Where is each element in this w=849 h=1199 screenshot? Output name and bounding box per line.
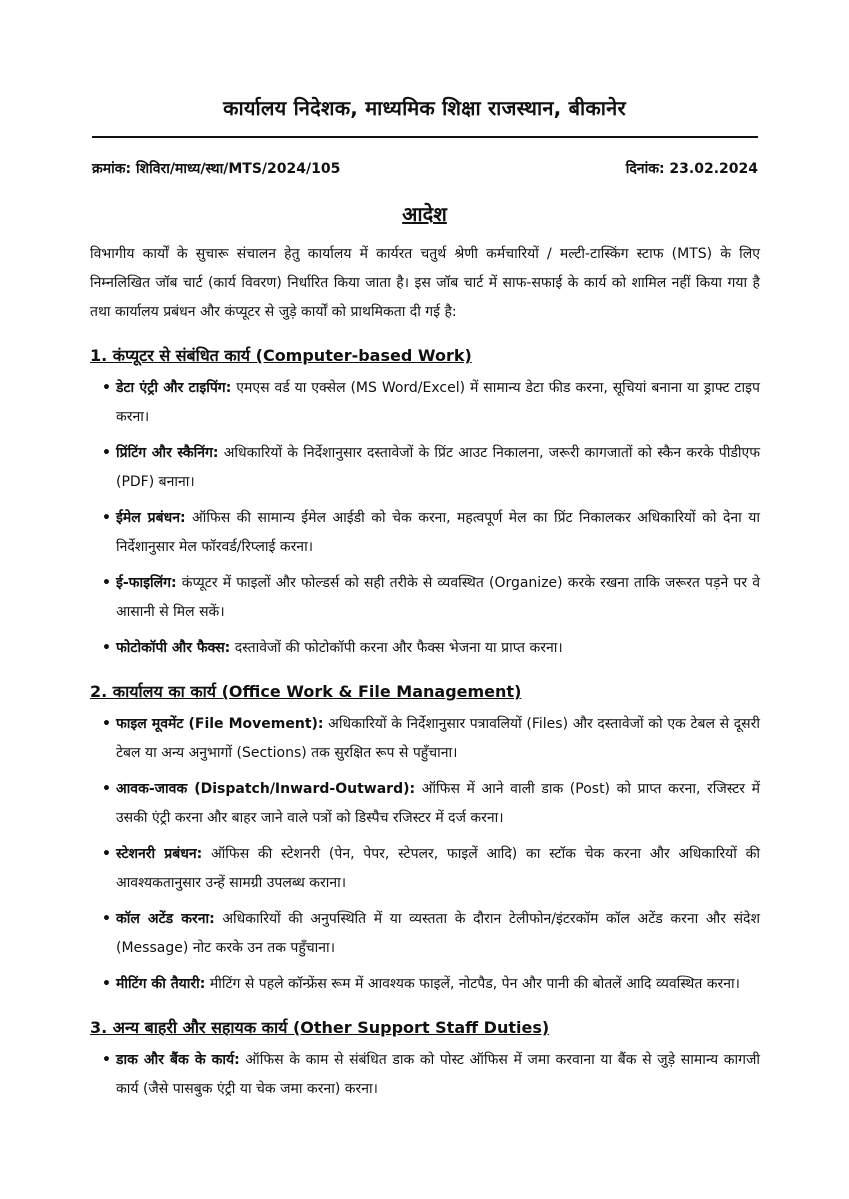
item-label: ईमेल प्रबंधन:: [116, 510, 186, 526]
bullet-icon: •: [102, 445, 111, 461]
item-label: स्टेशनरी प्रबंधन:: [116, 846, 203, 862]
order-heading: आदेश: [402, 202, 447, 226]
section-item-list: [90, 710, 760, 999]
reference-line: [92, 159, 758, 178]
section-item-list: [90, 374, 760, 663]
list-item: [90, 504, 760, 562]
item-label: मीटिंग की तैयारी:: [116, 976, 206, 992]
item-label: कॉल अटेंड करना:: [116, 911, 215, 927]
office-title: कार्यालय निदेशक, माध्यमिक शिक्षा राजस्थान, बीकानेर: [223, 96, 626, 120]
item-label: फाइल मूवमेंट (File Movement):: [116, 716, 324, 732]
document-body: [90, 240, 760, 1111]
item-text: ऑफिस में आने वाली डाक (Post) को प्राप्त करना, रजिस्टर में उसकी एंट्री करना और बाहर जाने वाले पत्रों को डिस्पैच रजिस्टर में दर्ज करना।: [116, 781, 760, 826]
intro-paragraph: विभागीय कार्यों के सुचारू संचालन हेतु कार्यालय में कार्यरत चतुर्थ श्रेणी कर्मचारियों / मल्टी-टास्किंग स्टाफ (MTS) के लिए निम्नलिखित जॉब चार्ट (कार्य विवरण) निर्धारित किया जाता है। इस जॉब चार्ट में साफ-सफाई के कार्य को शामिल नहीं किया गया है तथा कार्यालय प्रबंधन और कंप्यूटर से जुड़े कार्यों को प्राथमिकता दी गई है:: [90, 246, 760, 320]
list-item: [90, 970, 760, 999]
item-text: दस्तावेजों की फोटोकॉपी करना और फैक्स भेजना या प्राप्त करना।: [230, 640, 563, 656]
list-item: [90, 840, 760, 898]
bullet-icon: •: [102, 716, 111, 732]
bullet-icon: •: [102, 640, 111, 656]
list-item: [90, 710, 760, 768]
item-text: अधिकारियों के निर्देशानुसार दस्तावेजों के प्रिंट आउट निकालना, जरूरी कागजातों को स्कैन करके पीडीएफ (PDF) बनाना।: [116, 445, 760, 490]
list-item: [90, 569, 760, 627]
item-label: प्रिंटिंग और स्कैनिंग:: [116, 445, 219, 461]
list-item: [90, 374, 760, 432]
bullet-icon: •: [102, 575, 111, 591]
item-label: ई-फाइलिंग:: [116, 575, 177, 591]
bullet-icon: •: [102, 380, 111, 396]
reference-number: क्रमांक: शिविरा/माध्य/स्था/MTS/2024/105: [92, 161, 341, 177]
bullet-icon: •: [102, 510, 111, 526]
item-text: ऑफिस के काम से संबंधित डाक को पोस्ट ऑफिस में जमा करवाना या बैंक से जुड़े सामान्य कागजी कार्य (जैसे पासबुक एंट्री या चेक जमा करना) करना।: [116, 1052, 761, 1097]
list-item: [90, 439, 760, 497]
list-item: [90, 634, 760, 663]
bullet-icon: •: [102, 1052, 111, 1068]
list-item: [90, 905, 760, 963]
list-item: [90, 775, 760, 833]
bullet-icon: •: [102, 846, 111, 862]
item-label: डाक और बैंक के कार्य:: [116, 1052, 240, 1068]
section-title: 1. कंप्यूटर से संबंधित कार्य (Computer-based Work): [90, 346, 472, 365]
section-title: 3. अन्य बाहरी और सहायक कार्य (Other Support Staff Duties): [90, 1018, 550, 1037]
section-title: 2. कार्यालय का कार्य (Office Work & File Management): [90, 682, 522, 701]
item-label: आवक-जावक (Dispatch/Inward-Outward):: [116, 781, 416, 797]
bullet-icon: •: [102, 976, 111, 992]
item-text: अधिकारियों के निर्देशानुसार पत्रावलियों (Files) और दस्तावेजों को एक टेबल से दूसरी टेबल या अन्य अनुभागों (Sections) तक सुरक्षित रूप से पहुँचाना।: [116, 716, 760, 761]
section-item-list: [90, 1046, 760, 1104]
order-date: दिनांक: 23.02.2024: [625, 161, 758, 177]
bullet-icon: •: [102, 781, 111, 797]
item-text: मीटिंग से पहले कॉन्फ्रेंस रूम में आवश्यक फाइलें, नोटपैड, पेन और पानी की बोतलें आदि व्यवस्थित करना।: [205, 976, 740, 992]
list-item: [90, 1046, 760, 1104]
sections-container: [90, 343, 760, 1104]
item-text: ऑफिस की स्टेशनरी (पेन, पेपर, स्टेपलर, फाइलें आदि) का स्टॉक चेक करना और अधिकारियों की आवश्यकतानुसार उन्हें सामग्री उपलब्ध कराना।: [116, 846, 760, 891]
item-text: अधिकारियों की अनुपस्थिति में या व्यस्तता के दौरान टेलीफोन/इंटरकॉम कॉल अटेंड करना और संदेश (Message) नोट करके उन तक पहुँचाना।: [116, 911, 760, 956]
item-text: ऑफिस की सामान्य ईमेल आईडी को चेक करना, महत्वपूर्ण मेल का प्रिंट निकालकर अधिकारियों को देना या निर्देशानुसार मेल फॉरवर्ड/रिप्लाई करना।: [116, 510, 760, 555]
title-divider: [92, 136, 758, 138]
item-text: एमएस वर्ड या एक्सेल (MS Word/Excel) में सामान्य डेटा फीड करना, सूचियां बनाना या ड्राफ्ट टाइप करना।: [116, 380, 760, 425]
item-text: कंप्यूटर में फाइलों और फोल्डर्स को सही तरीके से व्यवस्थित (Organize) करके रखना ताकि जरूरत पड़ने पर वे आसानी से मिल सकें।: [116, 575, 760, 620]
bullet-icon: •: [102, 911, 111, 927]
item-label: डेटा एंट्री और टाइपिंग:: [116, 380, 232, 396]
item-label: फोटोकॉपी और फैक्स:: [116, 640, 231, 656]
